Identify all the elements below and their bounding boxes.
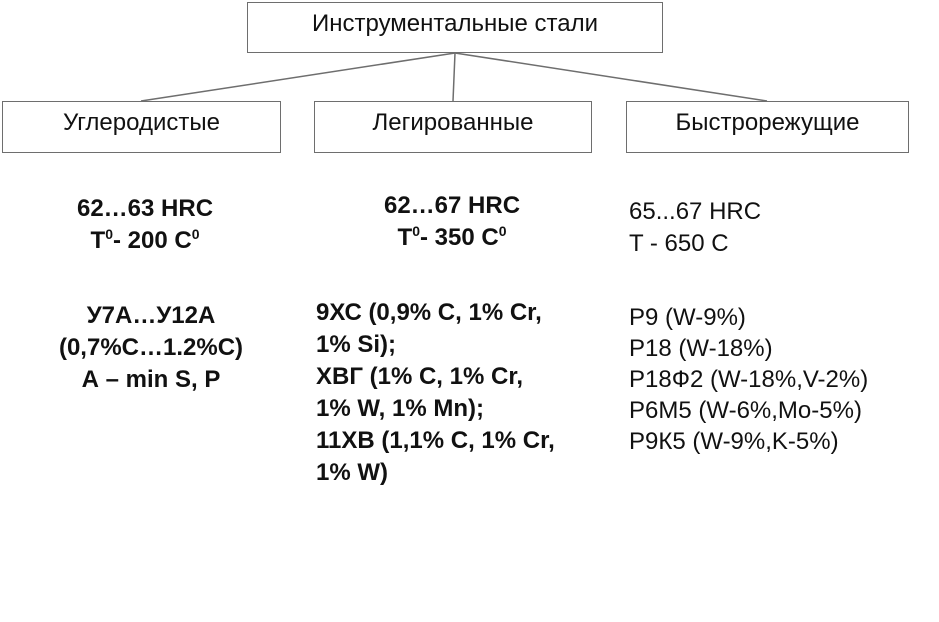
alloy-properties (347, 190, 557, 254)
connector-to-alloy (453, 53, 455, 101)
hss-grade-line: Р9 (W-9%) (629, 304, 746, 331)
carbon-temperature: $T^0-$ 200 $C^0$ (90, 226, 200, 254)
hss-grade-line: Р9К5 (W-9%,K-5%) (629, 428, 839, 455)
alloy-temperature: $T^0-$ 350 $C^0$ (397, 223, 507, 251)
carbon-grade-line: А – min S, P (81, 366, 221, 393)
hss-hardness: 65...67 HRC (629, 198, 762, 225)
alloy-grade-line: ХВГ (1% С, 1% Cr, (316, 363, 523, 390)
alloy-grade-line: 1% W, 1% Mn); (316, 395, 485, 422)
carbon-properties (40, 193, 250, 257)
category-node-high-speed (626, 101, 909, 153)
carbon-grades (40, 300, 262, 396)
carbon-hardness: 62…63 HRC (76, 195, 214, 222)
hss-grades (629, 302, 929, 457)
category-node-carbon (2, 101, 281, 153)
connector-to-carbon (141, 53, 455, 101)
hss-properties (629, 196, 889, 260)
alloy-grade-line: 1% Si); (316, 331, 397, 358)
category-label-high-speed: Быстрорежущие (675, 109, 860, 136)
connector-to-hss (455, 53, 767, 101)
hss-grade-line: Р18Ф2 (W-18%,V-2%) (629, 366, 869, 393)
alloy-hardness: 62…67 HRC (383, 192, 521, 219)
carbon-grade-line: У7А…У12А (86, 302, 216, 329)
hss-temperature: T - 650 C (629, 230, 729, 257)
category-label-carbon: Углеродистые (63, 109, 220, 136)
category-node-alloy (314, 101, 592, 153)
alloy-grade-line: 1% W) (316, 459, 388, 486)
hss-grade-line: Р18 (W-18%) (629, 335, 773, 362)
root-node-tool-steels (247, 2, 663, 53)
category-label-alloy: Легированные (372, 109, 534, 136)
alloy-grades (316, 297, 596, 489)
root-node-label: Инструментальные стали (312, 9, 598, 37)
carbon-grade-line: (0,7%С…1.2%С) (58, 334, 244, 361)
hss-grade-line: Р6М5 (W-6%,Mo-5%) (629, 397, 862, 424)
alloy-grade-line: 9ХС (0,9% С, 1% Cr, (316, 299, 542, 326)
alloy-grade-line: 11ХВ (1,1% С, 1% Cr, (316, 427, 555, 454)
